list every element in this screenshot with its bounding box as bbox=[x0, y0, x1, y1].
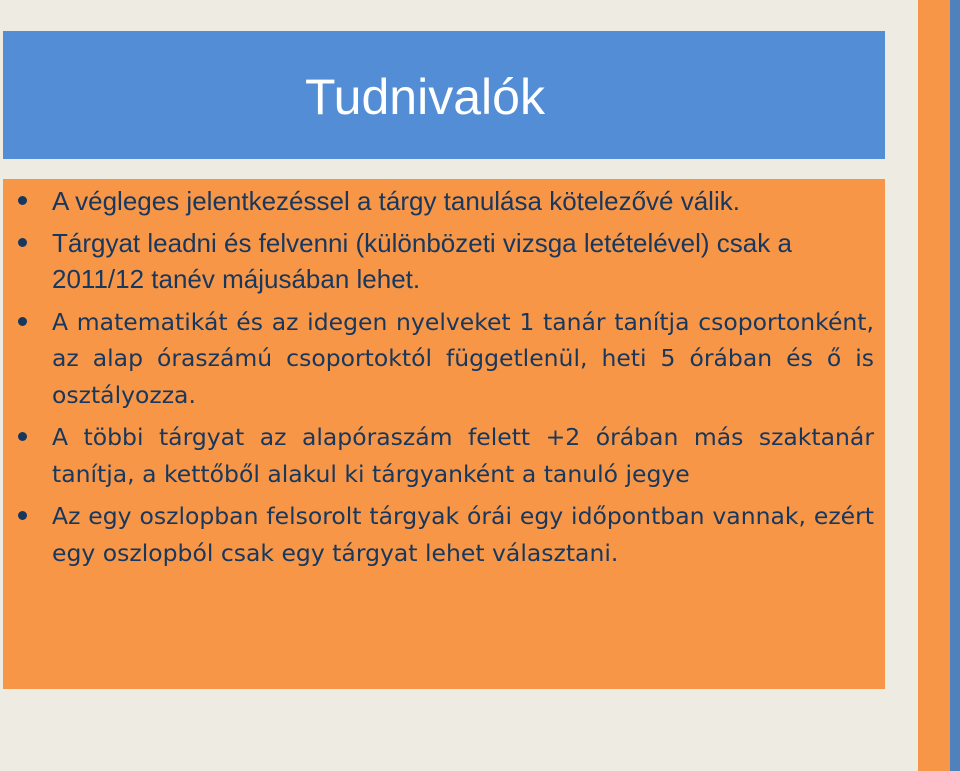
bullet-item bbox=[52, 498, 874, 571]
bullet-text: A matematikát és az idegen nyelveket 1 tanár tanítja csoportonként, az alap óraszámú csoportoktól függetlenül, heti 5 órában és ő is osztályozza. bbox=[52, 307, 874, 409]
bullet-dot-icon bbox=[18, 196, 27, 205]
bullet-text: A többi tárgyat az alapóraszám felett +2 órában más szaktanár tanítja, a kettőből alakul ki tárgyanként a tanuló jegye bbox=[52, 423, 874, 488]
content-panel bbox=[3, 179, 885, 689]
bullet-item bbox=[52, 225, 874, 298]
slide-title: Tudnivalók bbox=[305, 69, 545, 125]
bullet-dot-icon bbox=[18, 511, 27, 520]
title-banner bbox=[3, 31, 885, 159]
bullet-dot-icon bbox=[18, 238, 27, 247]
bullet-item bbox=[52, 419, 874, 492]
bullet-dot-icon bbox=[18, 317, 27, 326]
bullet-dot-icon bbox=[18, 432, 27, 441]
bullet-item bbox=[52, 304, 874, 414]
bullet-text: A végleges jelentkezéssel a tárgy tanulása kötelezővé válik. bbox=[52, 186, 740, 216]
bullet-text: Az egy oszlopban felsorolt tárgyak órái egy időpontban vannak, ezért egy oszlopból csak egy tárgyat lehet választani. bbox=[52, 502, 874, 567]
bullet-text: Tárgyat leadni és felvenni (különbözeti vizsga letételével) csak a 2011/12 tanév májusában lehet. bbox=[52, 227, 792, 294]
bullet-list bbox=[52, 183, 874, 571]
bullet-item bbox=[52, 183, 874, 220]
right-accent-band bbox=[918, 0, 950, 771]
right-accent-stripe bbox=[950, 0, 960, 771]
